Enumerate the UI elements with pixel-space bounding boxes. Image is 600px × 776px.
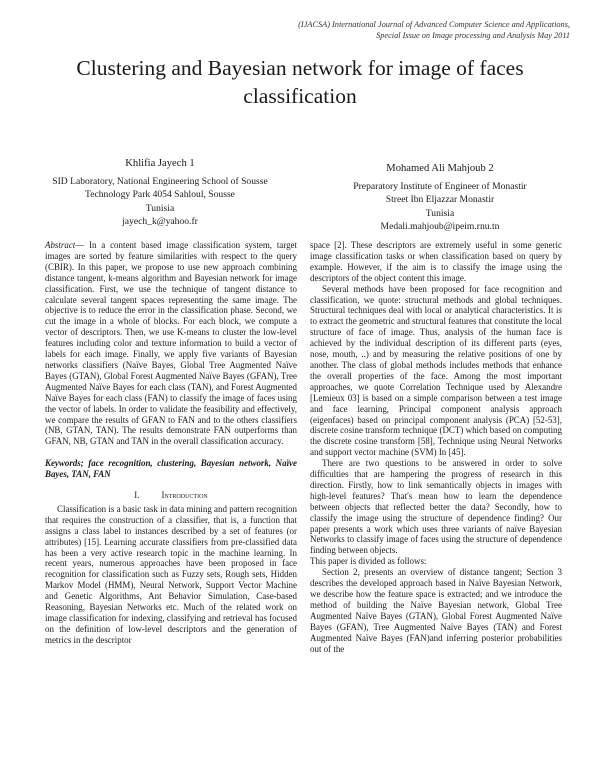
abstract-dash: —	[75, 240, 90, 250]
right-paragraph-4: This paper is divided as follows:	[310, 556, 427, 567]
author-1-name: Khlifia Jayech 1	[125, 158, 195, 169]
author-1-email: jayech_k@yahoo.fr	[122, 216, 198, 228]
keywords-text: face recognition, clustering, Bayesian network, Naïve Bayes, TAN, FAN	[45, 458, 297, 480]
journal-line-2: Special Issue on Image processing and Analysis May 2011	[376, 31, 570, 40]
author-2-email: Medali.mahjoub@ipeim.rnu.tn	[380, 221, 500, 233]
abstract-text: In a content based image classification system, target images are sorted by feature similarities with respect to the query (CBIR). In this paper, we propose to use new approach combining distance tangent, k-means algorithm and Bayesian network for image classification. First, we use the technique of tangent distance to calculate several tangent spaces representing the same image. The objective is to reduce the error in the classification phase. Second, we cut the image in a whole of blocks. For each block, we compute a vector of descriptors. Then, we use K-means to cluster the low-level features including color and texture information to build a vector of labels for each image. Finally, we apply five variants of Bayesian networks classifiers (Naïve Bayes, Global Tree Augmented Naïve Bayes (GTAN), Global Forest Augmented Naïve Bayes (GFAN), Tree Augmented Naïve Bayes for each class (TAN), and Forest Augmented Naïve Bayes for each class (FAN) to classify the image of faces using the vector of labels. In order to validate the feasibility and effectively, we compare the results of GFAN to FAN and to the others classifiers (NB, GTAN, TAN). The results demonstrate FAN outperforms than GFAN, NB, GTAN and TAN in the overall classification accuracy.	[45, 240, 297, 447]
title-line-2: classification	[243, 84, 357, 108]
author-1-block	[40, 157, 280, 229]
journal-line-1: (IJACSA) International Journal of Advanced Computer Science and Applications,	[298, 20, 570, 29]
author-2-block	[320, 162, 560, 234]
author-1-affiliation: SID Laboratory, National Engineering School of Sousse	[52, 175, 268, 187]
author-2-country: Tunisia	[425, 207, 455, 219]
left-column	[45, 240, 297, 646]
right-paragraph-3: There are two questions to be answered in order to solve difficulties that are hampering the progress of research in this direction. Firstly, how to link semantically objects in images with high-level features? That's mean how to learn the dependence between objects that reflected better the data? Secondly, how to classify the image using the structure of dependence finding? Our paper presents a work which uses three variants of naïve Bayesian Networks to classify image of faces using the structure of dependence finding between objects.	[310, 458, 562, 556]
right-paragraph-5: Section 2, presents an overview of distance tangent; Section 3 describes the developed approach based in Naïve Bayesian Network, we describe how the feature space is extracted; and we introduce the method of building the Naïve Bayesian network, Global Tree Augmented Naïve Bayes (GTAN), Global Forest Augmented Naïve Bayes (GFAN), Tree Augmented Naïve Bayes (TAN) and Forest Augmented Naïve Bayes (FAN)and inferring posterior probabilities out of the	[310, 567, 562, 654]
author-2-address: Street Ibn Eljazzar Monastir	[385, 194, 495, 206]
right-paragraph-1: space [2]. These descriptors are extremely useful in some generic image classification tasks or when classification based on query by example. However, if the aim is to classify the image using the descriptors of the object content this image.	[310, 240, 562, 283]
paper-title	[30, 54, 570, 110]
keywords-paragraph	[45, 458, 297, 480]
author-2-affiliation: Preparatory Institute of Engineer of Monastir	[353, 180, 527, 192]
intro-paragraph-left: Classification is a basic task in data mining and pattern recognition that requires the construction of a classifier, that is, a function that assigns a class label to instances described by a set of features (or attributes) [15]. Learning accurate classifiers from pre-classified data has been a very active research topic in the machine learning. In recent years, numerous approaches have been proposed in face recognition for classification such as Fuzzy sets, Rough sets, Hidden Markov Model (HMM), Neural Network, Support Vector Machine and Genetic Algorithms, Ant Behavior Simulation, Case-based Reasoning, Bayesian Networks etc. Much of the related work on image classification for indexing, classifying and retrieval has focused on the definition of low-level descriptors and the generation of metrics in the descriptor	[45, 503, 297, 645]
section-heading-introduction	[45, 490, 297, 501]
abstract-label: Abstract	[45, 240, 76, 250]
author-2-name: Mohamed Ali Mahjoub 2	[386, 163, 494, 174]
right-column	[310, 240, 562, 654]
section-number: I.	[134, 490, 140, 501]
author-1-address: Technology Park 4054 Sahloul, Sousse	[85, 189, 235, 201]
abstract-paragraph	[45, 240, 297, 447]
author-1-country: Tunisia	[145, 202, 175, 214]
journal-header	[150, 19, 570, 41]
keywords-label: Keywords;	[45, 458, 84, 469]
title-line-1: Clustering and Bayesian network for image of faces	[76, 56, 524, 80]
right-paragraph-2: Several methods have been proposed for face recognition and classification, we quote: structural methods and global techniques. Structural techniques deal with local or analytical characteristics. It is to extract the geometric and structural features that constitute the local structure of face of image. Thus, analysis of the human face is achieved by the individual description of its different parts (eyes, nose, mouth, ..) and by measuring the relative positions of one by another. The class of global methods includes methods that enhance the overall properties of the face. Among the most important approaches, we quote Correlation Technique used by Alexandre [Lemieux 03] is based on a simple comparison between a test image and face learning, Principal component analysis approach (eigenfaces) based on principal component analysis (PCA) [52-53], discrete cosine transform technique (DCT) which based on computing the discrete cosine transform [58], Technique using Neural Networks and support vector machine (SVM) In [45].	[310, 283, 562, 458]
section-title: Introduction	[161, 490, 208, 501]
